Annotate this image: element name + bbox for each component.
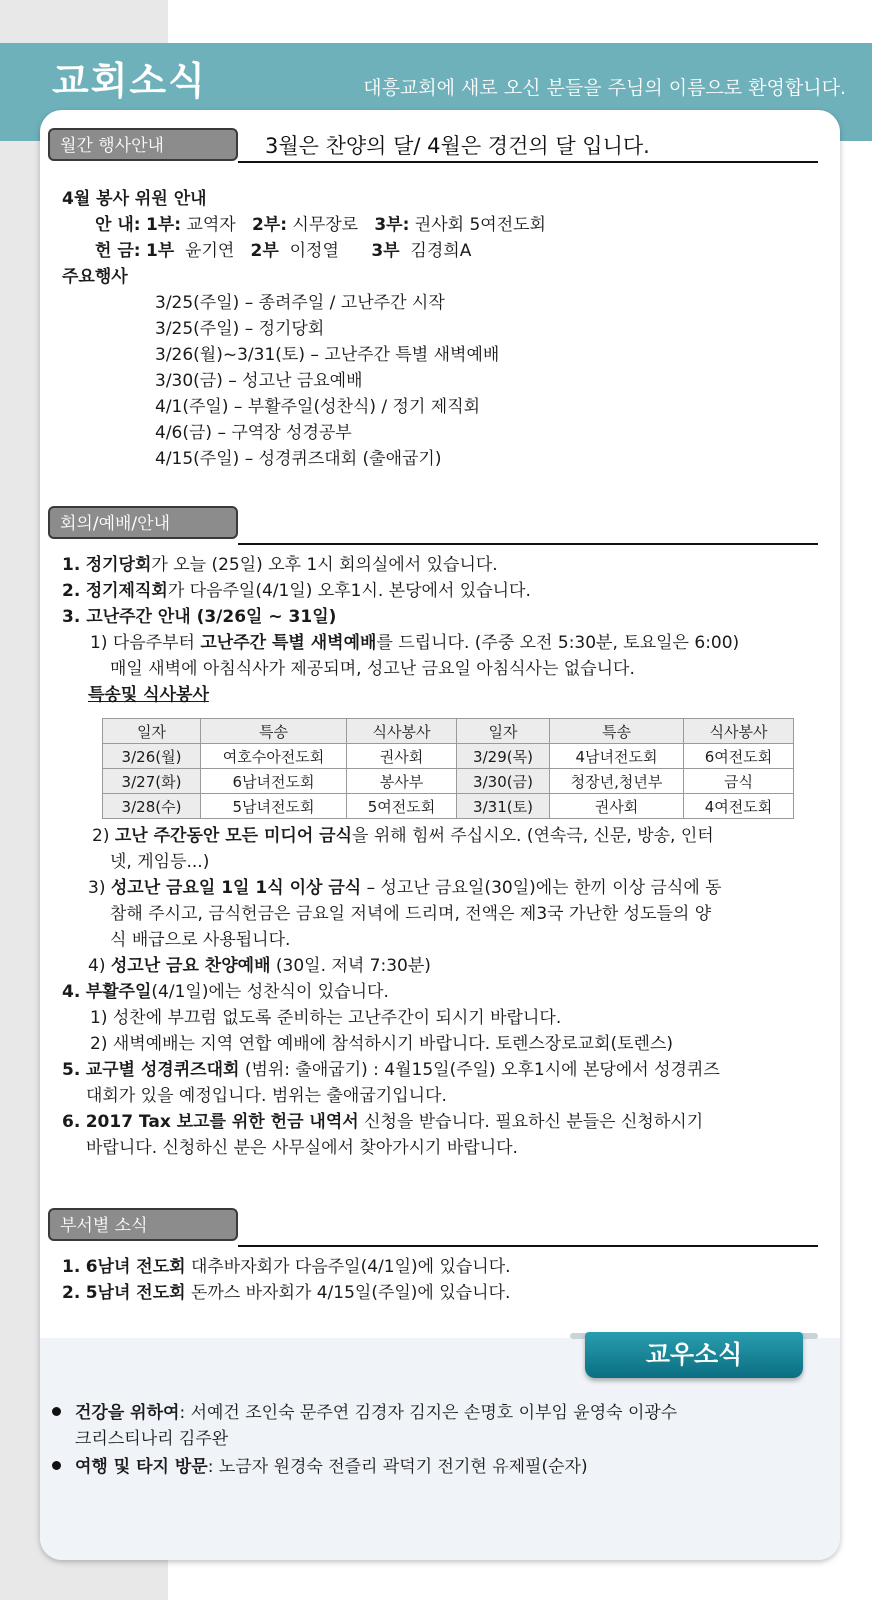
notice-4-sub1: 1) 성찬에 부끄럼 없도록 준비하는 고난주간이 되시기 바랍니다. (90, 1008, 562, 1028)
offering-row: 헌 금: 1부 윤기연 2부 이정열 3부 김경희A (95, 241, 472, 261)
table-header: 일자 (103, 719, 201, 744)
member-news-banner: 교우소식 (585, 1332, 803, 1378)
table-header: 특송 (550, 719, 684, 744)
table-row (103, 769, 794, 794)
table-cell: 3/28(수) (103, 794, 201, 819)
section-rule (238, 543, 818, 545)
dept-news-item-2: 2. 5남녀 전도회 돈까스 바자회가 4/15일(주일)에 있습니다. (62, 1283, 511, 1303)
table-cell: 5남녀전도회 (201, 794, 347, 819)
section-rule (238, 1245, 818, 1247)
travel-item: 여행 및 타지 방문: 노금자 원경숙 전즐리 곽덕기 전기현 유제필(순자) (52, 1452, 588, 1477)
notice-3-sub2: 2) 고난 주간동안 모든 미디어 금식을 위해 힘써 주십시오. (연속극, 신문, 방송, 인터 (92, 826, 714, 846)
notice-3-sub2-line2: 넷, 게임등...) (110, 852, 210, 872)
table-row (103, 794, 794, 819)
table-cell: 4남녀전도회 (550, 744, 684, 769)
notice-item-5: 5. 교구별 성경퀴즈대회 (범위: 출애굽기) : 4월15일(주일) 오후1시에 본당에서 성경퀴즈 (62, 1060, 720, 1080)
table-cell: 4여전도회 (684, 794, 794, 819)
service-title: 4월 봉사 위원 안내 (62, 189, 207, 209)
news-card (40, 110, 840, 1560)
notice-3-sub3-line3: 식 배급으로 사용됩니다. (110, 930, 291, 950)
notice-3-sub1-line2: 매일 새벽에 아침식사가 제공되며, 성고난 금요일 아침식사는 없습니다. (110, 659, 635, 679)
table-cell: 5여전도회 (347, 794, 457, 819)
notice-3-sub3-line2: 참해 주시고, 금식헌금은 금요일 저녁에 드리며, 전액은 제3국 가난한 성도들의 양 (110, 904, 712, 924)
table-header: 식사봉사 (347, 719, 457, 744)
table-cell: 3/27(화) (103, 769, 201, 794)
table-cell: 3/26(월) (103, 744, 201, 769)
table-header: 식사봉사 (684, 719, 794, 744)
monthly-headline: 3월은 찬양의 달/ 4월은 경건의 달 입니다. (265, 134, 650, 158)
notice-item-6: 6. 2017 Tax 보고를 위한 헌금 내역서 신청을 받습니다. 필요하신 분들은 신청하시기 (62, 1112, 704, 1132)
table-header: 일자 (457, 719, 550, 744)
section-meetings: 회의/예배/안내 (48, 506, 238, 539)
event-item: 4/15(주일) – 성경퀴즈대회 (출애굽기) (155, 449, 442, 469)
table-cell: 6남녀전도회 (201, 769, 347, 794)
welcome-subtitle: 대흥교회에 새로 오신 분들을 주님의 이름으로 환영합니다. (363, 77, 846, 99)
notice-3-sub3: 3) 성고난 금요일 1일 1식 이상 금식 – 성고난 금요일(30일)에는 한끼 이상 금식에 동 (88, 878, 722, 898)
section-rule (238, 161, 818, 163)
dept-news-item-1: 1. 6남녀 전도회 대추바자회가 다음주일(4/1일)에 있습니다. (62, 1257, 511, 1277)
event-item: 3/25(주일) – 정기당회 (155, 319, 325, 339)
usher-row: 안 내: 1부: 교역자 2부: 시무장로 3부: 권사회 5여전도회 (95, 215, 546, 235)
table-cell: 권사회 (347, 744, 457, 769)
event-item: 3/25(주일) – 종려주일 / 고난주간 시작 (155, 293, 445, 313)
event-item: 3/30(금) – 성고난 금요예배 (155, 371, 363, 391)
event-item: 3/26(월)~3/31(토) – 고난주간 특별 새벽예배 (155, 345, 500, 365)
table-cell: 여호수아전도회 (201, 744, 347, 769)
health-prayer-line2: 크리스티나리 김주완 (75, 1429, 229, 1449)
table-header-row (103, 719, 794, 744)
event-item: 4/6(금) – 구역장 성경공부 (155, 423, 352, 443)
schedule-table (102, 718, 794, 819)
table-row (103, 744, 794, 769)
bullet-icon (52, 1407, 61, 1416)
event-item: 4/1(주일) – 부활주일(성찬식) / 정기 제직회 (155, 397, 481, 417)
table-cell: 금식 (684, 769, 794, 794)
table-cell: 청장년,청년부 (550, 769, 684, 794)
section-department-news: 부서별 소식 (48, 1208, 238, 1241)
table-header: 특송 (201, 719, 347, 744)
table-cell: 3/29(목) (457, 744, 550, 769)
table-cell: 권사회 (550, 794, 684, 819)
health-prayer-item: 건강을 위하여: 서예건 조인숙 문주연 김경자 김지은 손명호 이부임 윤영숙 이광수 (52, 1398, 677, 1423)
notice-item-3-title: 3. 고난주간 안내 (3/26일 ~ 31일) (62, 607, 337, 627)
bullet-icon (52, 1461, 61, 1470)
page-title: 교회소식 (52, 59, 207, 103)
table-cell: 3/31(토) (457, 794, 550, 819)
notice-item-5-line2: 대회가 있을 예정입니다. 범위는 출애굽기입니다. (86, 1086, 447, 1106)
table-cell: 봉사부 (347, 769, 457, 794)
notice-item-6-line2: 바랍니다. 신청하신 분은 사무실에서 찾아가시기 바랍니다. (86, 1138, 518, 1158)
notice-3-sub1: 1) 다음주부터 고난주간 특별 새벽예배를 드립니다. (주중 오전 5:30분, 토요일은 6:00) (90, 633, 740, 653)
events-title: 주요행사 (62, 267, 128, 287)
notice-4-sub2: 2) 새벽예배는 지역 연합 예배에 참석하시기 바랍니다. 토렌스장로교회(토렌스) (90, 1034, 674, 1054)
section-monthly-events: 월간 행사안내 (48, 128, 238, 161)
schedule-table-title: 특송및 식사봉사 (88, 685, 209, 705)
notice-3-sub4: 4) 성고난 금요 찬양예배 (30일. 저녁 7:30분) (88, 956, 431, 976)
notice-item-2: 2. 정기제직회가 다음주일(4/1일) 오후1시. 본당에서 있습니다. (62, 581, 531, 601)
table-cell: 6여전도회 (684, 744, 794, 769)
table-cell: 3/30(금) (457, 769, 550, 794)
notice-item-1: 1. 정기당회가 오늘 (25일) 오후 1시 회의실에서 있습니다. (62, 555, 498, 575)
notice-item-4: 4. 부활주일(4/1일)에는 성찬식이 있습니다. (62, 982, 389, 1002)
